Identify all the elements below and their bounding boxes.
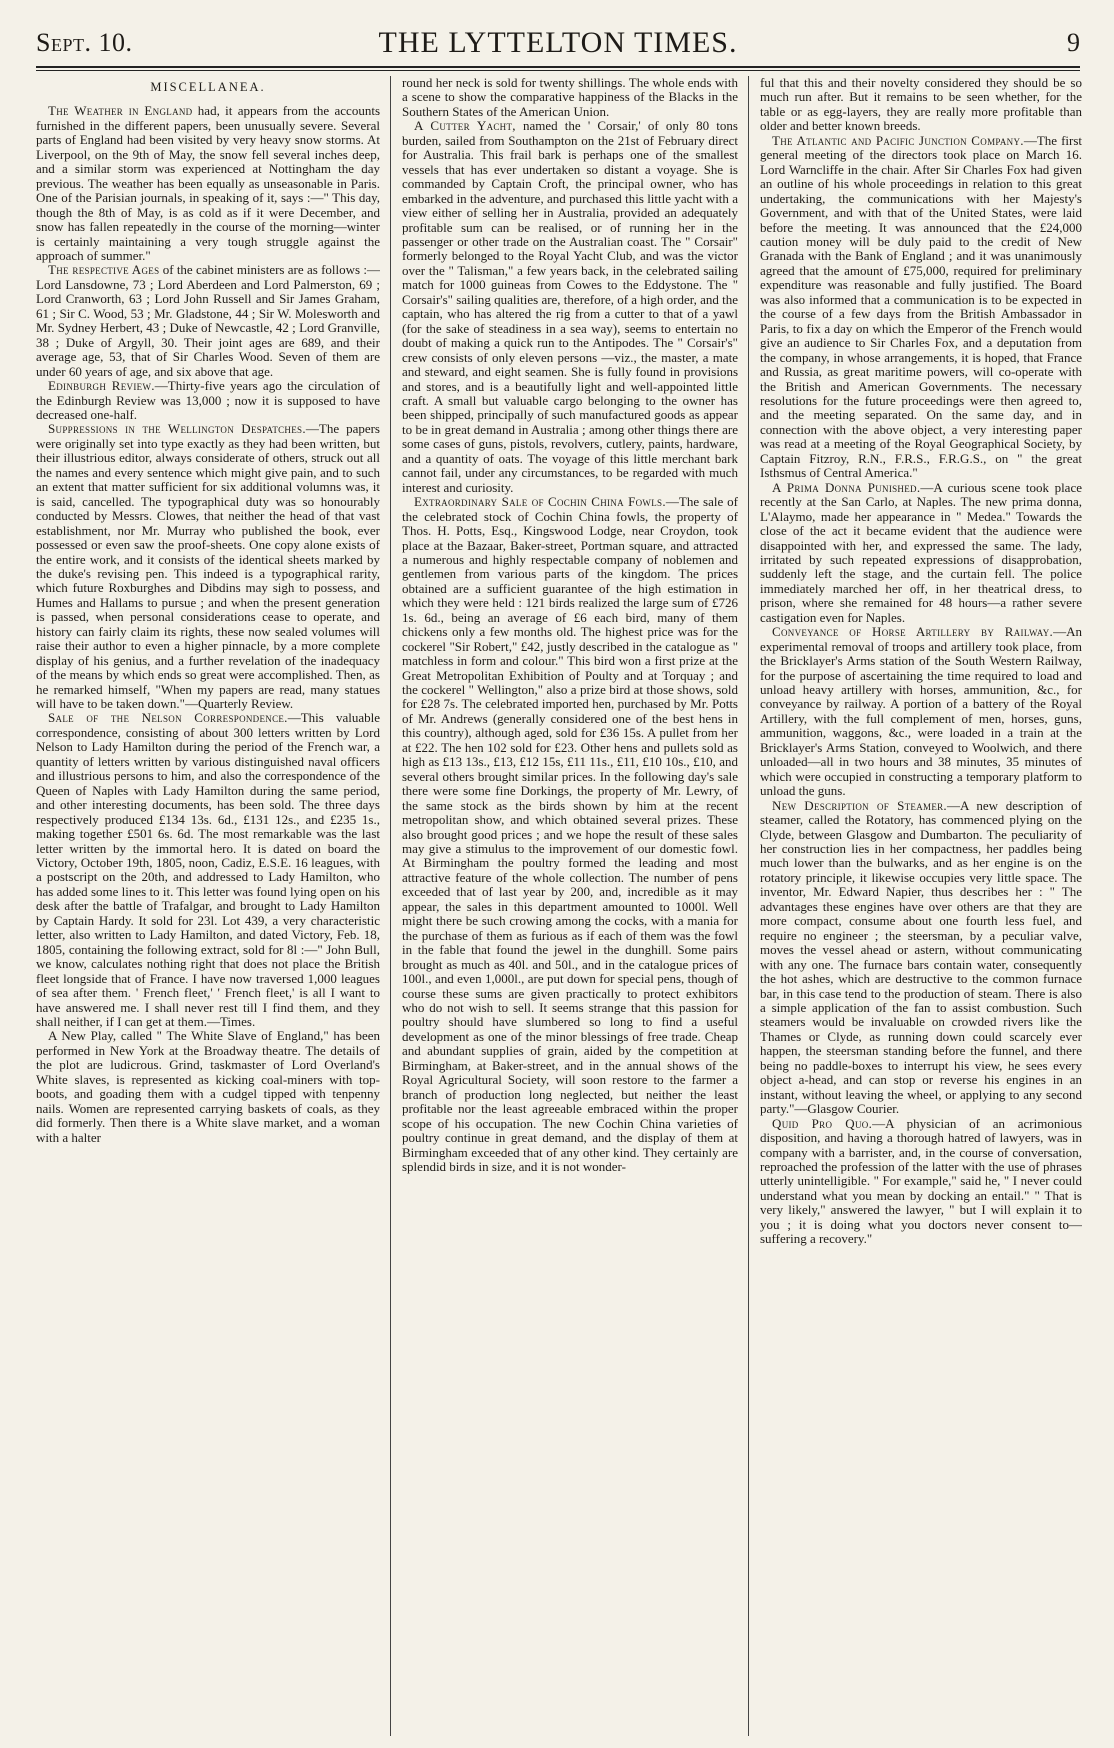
masthead-rule [36,66,1080,68]
article-paragraph [36,422,380,711]
article-lead: Sale of the Nelson Correspondence. [48,710,288,726]
article-lead: Suppressions in the Wellington Despatches. [48,421,306,437]
article-paragraph [402,76,738,119]
article-body: —The first general meeting of the directors took place on March 16. Lord Warncliffe in the chair. After Sir Charles Fox had given an outline of his whole proceedings in relation to this great undertaking, the communications with her Majesty's Government, and with that of the United States, were laid before the meeting. It was announced that the £24,000 caution money will be duly paid to the credit of New Granada with the Bank of England ; and it was unanimously agreed that the amount of £75,000, required for preliminary expenditure was reasonable and fully justified. The Board was also informed that a communication is to be expected in the course of a few days from the British Ambassador in Paris, to fix a day on which the Emperor of the French would give an audience to Sir Charles Fox, and a deputation from the company, in whose arrangements, it is hoped, that France and Russia, as great maritime powers, will co-operate with the British and American Governments. The necessary resolutions for the future proceedings were then agreed to, and the meeting separated. On the same day, and in connection with the above object, a very interesting paper was read at a meeting of the Royal Geographical Society, by Captain Fitzroy, R.N., F.R.S., F.R.G.S., on " the great Isthsmus of Central America." [760,132,1082,481]
article-paragraph [36,104,380,263]
article-paragraph [760,799,1082,1117]
article-lead: A Prima Donna Punished. [772,479,921,495]
article-paragraph [402,495,738,1174]
article-paragraph [36,263,380,379]
article-body: —Thirty-five years ago the circulation of the Edinburgh Review was 13,000 ; now it is supposed to have decreased one-half. [36,378,380,422]
article-lead: The Weather in England [48,103,193,119]
article-paragraph [760,481,1082,626]
column-3 [760,76,1082,1736]
article-lead: Quid Pro Quo. [772,1115,873,1131]
article-lead: New Description of Steamer. [772,797,947,813]
masthead-rule-thin [36,70,1080,71]
article-paragraph [760,1117,1082,1247]
column-1 [36,76,380,1736]
article-body: of the cabinet ministers are as follows :— Lord Lansdowne, 73 ; Lord Aberdeen and Lord Palmerston, 69 ; Lord Cranworth, 63 ; Lord John Russell and Sir James Graham, 61 ; Sir C. Wood, 53 ; Mr. Gladstone, 44 ; Sir W. Molesworth and Mr. Sydney Herbert, 43 ; Duke of Newcastle, 42 ; Lord Granville, 38 ; Duke of Argyll, 30. Their joint ages are 689, and their average age, 53, that of Sir Charles Wood. Seven of them are under 60 years of age, and six above that age. [36,262,380,379]
issue-date: Sept. 10. [36,28,133,57]
article-paragraph [36,711,380,1029]
masthead [36,24,1080,64]
page-number: 9 [1067,28,1080,57]
article-paragraph [36,379,380,422]
article-lead: The Atlantic and Pacific Junction Company. [772,132,1024,148]
article-lead: Conveyance of Horse Artillery by Railway. [772,624,1054,640]
article-body: —An experimental removal of troops and artillery took place, from the Bricklayer's Arms station of the South Western Railway, for the purpose of ascertaining the time required to load and unload heavy artillery with horses, ammunition, &c., for conveyance by railway. A portion of a battery of the Royal Artillery, with the full complement of men, horses, guns, ammunition, waggons, &c., were loaded in a train at the Bricklayer's Arms Station, conveyed to Woolwich, and there unloaded—all in two hours and 38 minutes, 35 minutes of which were occupied in constructing a temporary platform to unload the guns. [760,624,1082,799]
column-divider [748,76,749,1736]
article-body: —The papers were originally set into type exactly as they had been written, but their illustrious editor, always considerate of others, struck out all the names and every sentence which might give pain, and to such an extent that matter sufficient for six additional volumns was, it is said, cancelled. The typographical duty was so honourably conducted by Messrs. Clowes, that neither the head of that vast establishment, nor Mr. Murray who published the book, ever possessed or even saw the proof-sheets. One copy alone exists of the entire work, and it consists of the identical sheets marked by the duke's revising pen. This indeed is a typographical rarity, which future Roxburghes and Dibdins may sigh to possess, and Humes and Hallams to pursue ; and when the present generation is passed, when personal considerations cease to operate, and history can fairly claim its rights, these now sealed volumes will raise their author to even a higher pinnacle, by a more complete display of his genius, and a further revelation of the inadequacy of the means by which ends so great were accomplished. Then, as he remarked himself, "When my papers are read, many statues will have to be taken down."—Quarterly Review. [36,421,380,712]
article-body: —The sale of the celebrated stock of Cochin China fowls, the property of Thos. H. Potts, Esq., Kingswood Lodge, near Croydon, took place at the Bazaar, Baker-street, Portman square, and attracted a numerous and highly respectable company of noblemen and gentlemen from various parts of the kingdom. The prices obtained are a sufficient guarantee of the high estimation in which they were held : 121 birds realized the large sum of £726 1s. 6d., being an average of £6 each bird, many of them chickens only a few months old. The highest price was for the cockerel "Sir Robert," £42, justly described in the catalogue as " matchless in form and colour." This bird won a first prize at the Great Metropolitan Exhibition of Poulty and at Torquay ; and the cockerel " Wellington," also a prize bird at those shows, sold for £28 7s. The celebrated imported hen, purchased by Mr. Potts of Mr. Andrews (generally considered one of the best hens in this country), although aged, sold for £36 15s. A pullet from her at £22. The hen 102 sold for £23. Other hens and pullets sold as high as £13 13s., £13, £12 15s, £11 11s., £11, £10 10s., £10, and several others brought similar prices. In the following day's sale there were some fine Dorkings, the property of Mr. Lewry, of the same stock as the birds shown by him at the recent metropolitan show, and which obtained several prizes. These also brought good prices ; and we hope the result of these sales may give a stimulus to the improvement of our domestic fowl. At Birmingham the poultry formed the leading and most attractive feature of the whole collection. The number of pens exceeded that of last year by 200, and, incredible as it may appear, the sales in this department amounted to 1000l. Well might there be such crowing among the cocks, with a mania for the purchase of them as furious as if each of them was the fowl in the fable that found the jewel in the dunghill. Some pairs brought as much as 40l. and 50l., and in the catalogue prices of 100l., and even 1,000l., are put down for special pens, though of course these sums are given practically to protect exhibitors who do not wish to sell. It seems strange that this passion for poultry should have slumbered so long to find a useful development as one of the minor blessings of free trade. Cheap and abundant supplies of grain, aided by the competition at Birmingham, at Baker-street, and in the annual shows of the Royal Agricultural Society, will soon restore to the farmer a branch of production long neglected, but neither the least profitable nor the least agreeable embraced within the proper scope of his occupation. The new Cochin China varieties of poultry continue in great demand, and the display of them at Birmingham exceeded that of any other kind. They certainly are splendid birds in size, and it is not wonder- [402,494,738,1174]
article-lead: The respective Ages [48,262,160,278]
article-body: A New Play, called " The White Slave of England," has been performed in New York at the Broadway theatre. The details of the plot are ludicrous. Grind, taskmaster of Lord Overland's White slaves, is represented as kicking coal-miners with top-boots, and goading them with a cudgel tipped with tenpenny nails. Women are represented carrying baskets of coals, as they did formerly. Then there is a White slave market, and a woman with a halter [36,1028,380,1145]
article-body: named the ' Corsair,' of only 80 tons burden, sailed from Southampton on the 21st of February direct for Australia. This frail bark is perhaps one of the smallest vessels that has ever undertaken so distant a voyage. She is commanded by Captain Croft, the principal owner, who has embarked in the adventure, and purchased this little yacht with a view either of selling her in Australia, provided an adequately profitable sum can be realised, or of running her in the passenger or other trade on the Australian coast. The " Corsair" formerly belonged to the Royal Yacht Club, and was the victor over the " Talisman," a few years back, in the celebrated sailing match for 1000 guineas from Cowes to the Eddystone. The " Corsair's" sailing qualities are, therefore, of a high order, and the captain, who has altered the rig from a cutter to that of a yawl (for the sake of steadiness in a sea way), seems to entertain no doubt of making a quick run to the Antipodes. The " Corsair's" crew consists of only eleven persons —viz., the master, a mate and steward, and eight seamen. She is fully found in provisions and stores, and is a beautifully light and well-appointed little craft. A small but valuable cargo belonging to the owner has been shipped, principally of such manufactured goods as appear to be in great demand in Australia ; among other things there are some cases of guns, pistols, revolvers, cutlery, paints, hardware, and a quantity of oats. The voyage of this little merchant bark cannot fail, under any circumstances, to be regarded with much interest and curiosity. [402,118,738,495]
article-body: ful that this and their novelty considered they should be so much run after. But it remains to be seen whether, for the table or as egg-layers, they are really more profitable than older and better known breeds. [760,76,1082,134]
article-body: —A new description of steamer, called the Rotatory, has commenced plying on the Clyde, between Glasgow and Dumbarton. The peculiarity of her construction lies in her compactness, her paddles being much lower than the bulwarks, and as her engine is on the rotatory principle, it likewise occupies very little space. The inventor, Mr. Edward Napier, thus describes her : " The advantages these engines have over others are that they are more compact, consume about one fourth less fuel, and require no engineer ; the steersman, by a peculiar valve, moves the vessel ahead or astern, without communicating with any one. The furnace bars contain water, consequently the hot ashes, which are destructive to the common furnace bar, in this case tend to the production of steam. There is also a simple application of the fan to assist combustion. Such steamers would be invaluable on crowded rivers like the Thames or Clyde, as running down could scarcely ever happen, the steersman standing before the funnel, and there being no paddle-boxes to interrupt his view, he sees every object a-head, and can stop or reverse his engines in an instant, without leaving the wheel, or applying to any second party."—Glasgow Courier. [760,797,1082,1117]
article-lead: A Cutter Yacht, [414,118,516,134]
article-paragraph [402,119,738,495]
column-divider [390,76,391,1736]
article-paragraph [760,134,1082,481]
article-body: —A curious scene took place recently at the San Carlo, at Naples. The new prima donna, L'Alaymo, made her appearance in " Medea." Towards the close of the act it became evident that the audience were disappointed with her, and expressed the same. The lady, irritated by such repeated expressions of disapprobation, suddenly left the stage, and the curtain fell. The police immediately marched her off, in her theatrical dress, to prison, where she remained for 48 hours—a rather severe castigation even for Naples. [760,479,1082,625]
section-heading: MISCELLANEA. [150,80,266,94]
article-body: round her neck is sold for twenty shillings. The whole ends with a scene to show the comparative happiness of the Blacks in the Southern States of the American Union. [402,76,738,119]
article-paragraph [36,1029,380,1145]
article-lead: Edinburgh Review. [48,378,155,394]
article-body: —This valuable correspondence, consisting of about 300 letters written by Lord Nelson to Lady Hamilton during the period of the French war, a quantity of letters written by various distinguished naval officers and illustrious persons to him, and also the correspondence of the Queen of Naples with Lady Hamilton during the same period, and other interesting documents, has been sold. The three days respectively produced £134 13s. 6d., £131 12s., and £235 1s., making together £501 6s. 6d. The most remarkable was the last letter written by the immortal hero. It is dated on board the Victory, October 19th, 1805, noon, Cadiz, E.S.E. 16 leagues, with a postscript on the 20th, and addressed to Lady Hamilton, who has added some lines to it. This letter was found lying open on his desk after the battle of Trafalgar, and brought to Lady Hamilton by Captain Hardy. It sold for 23l. Lot 439, a very characteristic letter, also written to Lady Hamilton, and dated Victory, Feb. 18, 1805, containing the following extract, sold for 8l :—" John Bull, we know, calculates nothing right that does not place the British fleet longside that of France. I have now traversed 1,000 leagues of sea after them. ' French fleet,' ' French fleet,' is all I want to have answered me. I shall never rest till I find them, and they shall neither, if I can get at them.—Times. [36,710,380,1029]
article-lead: Extraordinary Sale of Cochin China Fowls. [414,494,666,510]
article-paragraph [760,76,1082,134]
article-body: had, it appears from the accounts furnished in the different papers, been unusually severe. Several parts of England had been visited by very heavy snow storms. At Liverpool, on the 9th of May, the snow fell several inches deep, and a similar storm was experienced at Nottingham the day previous. The weather has been equally as unseasonable in Paris. One of the Parisian journals, in speaking of it, says :—" This day, though the 8th of May, is as cold as if it were December, and snow has fallen repeatedly in the course of the morning—winter is certainly maintaining a very tough struggle against the approach of summer." [36,103,380,263]
article-paragraph [760,625,1082,798]
column-2 [402,76,738,1736]
article-body: —A physician of an acrimonious disposition, and having a thorough hatred of lawyers, was in company with a barrister, and, in the course of conversation, reproached the profession of the latter with the use of phrases utterly unintelligible. " For example," said he, " I never could understand what you mean by docking an entail." " That is very likely," answered the lawyer, " but I will explain it to you ; it is doing what you doctors never consent to—suffering a recovery." [760,1115,1082,1247]
newspaper-title: THE LYTTELTON TIMES. [378,26,738,59]
